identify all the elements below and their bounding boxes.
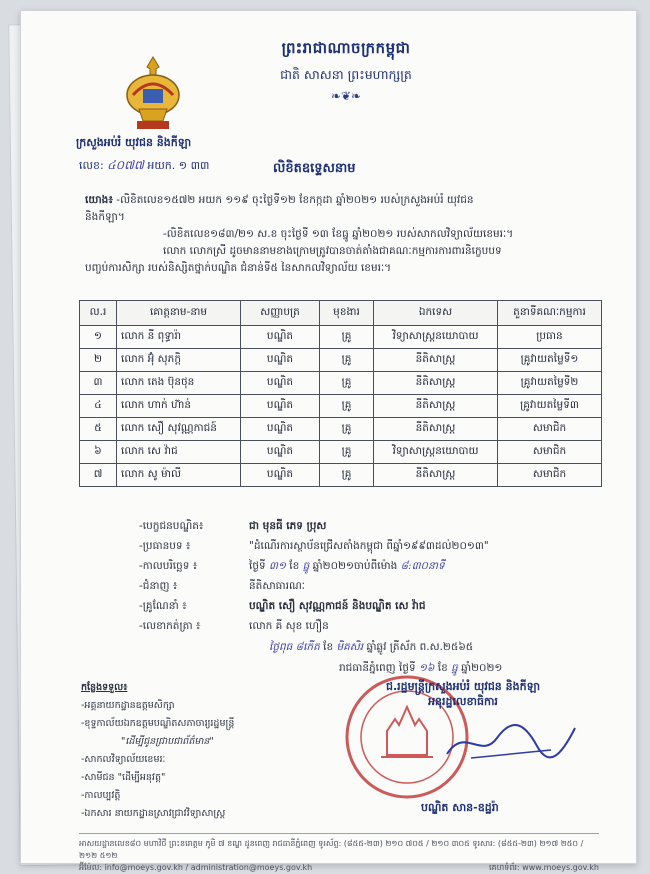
advisor-value: បណ្ឌិត សឿ សុវណ្ណកាជន៍ និងបណ្ឌិត សេ វ៉ាជ xyxy=(249,599,426,612)
cell-no: ៣ xyxy=(80,372,117,395)
cell-position: គ្រូ xyxy=(320,326,374,349)
cell-no: ៧ xyxy=(80,464,117,487)
signatory-line-2: អនុរដ្ឋលេខាធិការ xyxy=(428,695,498,708)
secretary-label: -លេខាកត់ត្រា ៖ xyxy=(139,619,201,632)
signatory-title xyxy=(343,679,583,709)
cell-specialty: វិទ្យាសាស្ត្រនយោបាយ xyxy=(374,326,498,349)
detail-secretary xyxy=(139,617,609,637)
cell-degree: បណ្ឌិត xyxy=(241,464,320,487)
recipient-item: -កាលប្បវត្តិ xyxy=(81,790,121,801)
lunar-month-handwritten: មិគសិរ xyxy=(336,641,364,653)
cell-specialty: នីតិសាស្ត្រ xyxy=(374,418,498,441)
reference-number xyxy=(79,157,209,175)
table-row xyxy=(80,372,602,395)
col-header-role: តួនាទីគណៈកម្មការ xyxy=(498,301,602,326)
ministry-name: ក្រសួងអប់រំ យុវជន និងកីឡា xyxy=(76,136,192,149)
recipient-item: -អគ្គនាយកដ្ឋានឧត្តមសិក្សា xyxy=(81,700,175,711)
table-row xyxy=(80,349,602,372)
cell-no: ៤ xyxy=(80,395,117,418)
greg-day-handwritten: ១៦ xyxy=(419,662,435,674)
field-value: នីតិសាធារណៈ xyxy=(249,579,306,592)
thesis-label: -ប្រធានបទ ៖ xyxy=(139,539,191,552)
reference-line-2: -លិខិតលេខ១៨៣/២១ ស.ខ ចុះថ្ងៃទី ១៣ ខែធ្នូ ឆ្នាំ២០២១ របស់សាកលវិទ្យាល័យខេមរៈ។ xyxy=(163,228,514,240)
table-row xyxy=(80,418,602,441)
cell-role: សមាជិក xyxy=(498,464,602,487)
cell-name: លោក ហាក់ ហ៊ាន់ xyxy=(117,395,241,418)
lunar-rest: ឆ្នាំឆ្លូវ ត្រីស័ក ព.ស.២៥៦៥ xyxy=(366,641,474,653)
thesis-value: "ដំណើរការស្ថាប័នជ្រើសតាំងកម្ពុជា ពីឆ្នាំ១៩៩៣ដល់២០១៣" xyxy=(249,539,489,552)
footer-email-label: អ៊ីម៉ែល: xyxy=(79,863,103,872)
cell-name: លោក នី ពុទ្ធារ៉ា xyxy=(117,326,241,349)
intro-line-1: លោក លោកស្រី ដូចមាននាមខាងក្រោមត្រូវបានចាត់តាំងជាគណៈកម្មការការពារនិក្ខេបបទ xyxy=(163,245,502,257)
ref-label: លេខ: xyxy=(79,159,104,172)
cell-name: លោក សឿ សុវណ្ណកាជន៍ xyxy=(117,418,241,441)
cell-role: គ្រូវាយតម្លៃទី៣ xyxy=(498,395,602,418)
recipient-item: -សាមីជន "ដើម្បីអនុវត្ត" xyxy=(81,772,166,783)
date-month-handwritten: ធ្នូ xyxy=(302,559,310,572)
date-time-handwritten: ៨:៣០នាទី xyxy=(400,559,445,572)
date-rest: ឆ្នាំ២០២១ចាប់ពីម៉ោង xyxy=(312,559,398,572)
cell-degree: បណ្ឌិត xyxy=(241,418,320,441)
detail-advisor xyxy=(139,597,609,617)
cell-degree: បណ្ឌិត xyxy=(241,441,320,464)
col-header-specialty: ឯកទេស xyxy=(374,301,498,326)
cell-position: គ្រូ xyxy=(320,372,374,395)
detail-thesis xyxy=(139,537,609,557)
detail-field xyxy=(139,577,609,597)
document-title: លិខិតឧទ្ទេសនាម xyxy=(273,161,356,176)
cell-name: លោក អ៊ុំ សុភក្តិ xyxy=(117,349,241,372)
cell-position: គ្រូ xyxy=(320,441,374,464)
references-block xyxy=(85,192,600,277)
date-day-handwritten: ៣១ xyxy=(269,559,286,572)
advisor-label: -គ្រូណែនាំ ៖ xyxy=(139,599,187,612)
greg-year: ឆ្នាំ២០២១ xyxy=(461,662,503,674)
kingdom-header xyxy=(231,39,461,103)
greg-month-label: ខែ xyxy=(437,662,448,674)
cell-name: លោក សេ វ៉ាជ xyxy=(117,441,241,464)
cell-no: ១ xyxy=(80,326,117,349)
table-row xyxy=(80,464,602,487)
cell-role: សមាជិក xyxy=(498,441,602,464)
secretary-value: លោក គី សុខ ហឿន xyxy=(249,619,329,632)
cell-role: សមាជិក xyxy=(498,418,602,441)
table-row xyxy=(80,326,602,349)
greg-prefix: រាជធានីភ្នំពេញ ថ្ងៃទី xyxy=(339,662,416,674)
cell-specialty: នីតិសាស្ត្រ xyxy=(374,349,498,372)
header-ornament: ❧❦❧ xyxy=(330,89,362,103)
table-row xyxy=(80,395,602,418)
greg-month-handwritten: ធ្នូ xyxy=(451,662,458,674)
national-motto: ជាតិ សាសនា ព្រះមហាក្សត្រ xyxy=(280,67,412,82)
signatory-line-1: ជ.រដ្ឋមន្ត្រីក្រសួងអប់រំ យុវជន និងកីឡា xyxy=(385,680,540,693)
col-header-name: គោត្តនាម-នាម xyxy=(117,301,241,326)
committee-table xyxy=(79,300,602,487)
cell-name: លោក សូ ម៉ាលី xyxy=(117,464,241,487)
recipient-item: -ខុទ្ទកាល័យឯកឧត្តមបណ្ឌិតសភាចារ្យរដ្ឋមន្ត្រី xyxy=(81,718,235,729)
reference-line-1: -លិខិតលេខ១៥៧២ អយក ១១៩ ចុះថ្ងៃទី១២ ខែកក្កដា ឆ្នាំ២០២១ របស់ក្រសួងអប់រំ យុវជន xyxy=(116,194,474,206)
date-prefix: ថ្ងៃទី xyxy=(249,559,266,572)
cell-position: គ្រូ xyxy=(320,464,374,487)
ref-handwritten-number: ៤០៧៧ xyxy=(107,158,144,172)
cell-position: គ្រូ xyxy=(320,418,374,441)
cell-no: ២ xyxy=(80,349,117,372)
recipient-item: "ដើម្បីជូនជ្រាបជាព័ត៌មាន" xyxy=(121,736,214,747)
cell-position: គ្រូ xyxy=(320,349,374,372)
cell-degree: បណ្ឌិត xyxy=(241,349,320,372)
intro-line-2: បញ្ចប់ការសិក្សា របស់និស្សិតថ្នាក់បណ្ឌិត ជំនាន់ទី៥ នៃសាកលវិទ្យាល័យ ខេមរៈ។ xyxy=(85,262,392,274)
ref-suffix: អយក. ១ ៣៣ xyxy=(147,159,210,172)
cell-specialty: នីតិសាស្ត្រ xyxy=(374,464,498,487)
cell-degree: បណ្ឌិត xyxy=(241,395,320,418)
detail-candidate xyxy=(139,517,609,537)
recipients-heading: កន្លែងទទួល៖ xyxy=(81,682,128,693)
kingdom-title: ព្រះរាជាណាចក្រកម្ពុជា xyxy=(281,39,411,57)
cell-role: គ្រូវាយតម្លៃទី១ xyxy=(498,349,602,372)
date-label: -កាលបរិច្ឆេទ ៖ xyxy=(139,559,198,572)
cell-degree: បណ្ឌិត xyxy=(241,372,320,395)
defense-details xyxy=(139,517,609,637)
date-month-label: ខែ xyxy=(289,559,300,572)
table-header-row xyxy=(80,301,602,326)
col-header-position: មុខងារ xyxy=(320,301,374,326)
candidate-label: -បេក្ខជនបណ្ឌិត៖ xyxy=(139,519,204,532)
footer-website: www.moeys.gov.kh xyxy=(522,863,599,872)
detail-date xyxy=(139,557,609,577)
lunar-day-handwritten: ថ្ងៃពុធ ៨កើត xyxy=(269,641,320,653)
references-label: យោង៖ xyxy=(85,194,113,206)
cell-specialty: វិទ្យាសាស្ត្រនយោបាយ xyxy=(374,441,498,464)
lunar-date xyxy=(269,641,473,656)
recipient-item: -សាកលវិទ្យាល័យខេមរៈ xyxy=(81,754,166,765)
recipients-block xyxy=(81,679,311,823)
cell-role: ប្រធាន xyxy=(498,326,602,349)
footer-email: info@moeys.gov.kh / administration@moeys.gov.kh xyxy=(104,863,313,872)
cell-name: លោក តេង ប៊ុនថុន xyxy=(117,372,241,395)
cell-position: គ្រូ xyxy=(320,395,374,418)
document-page xyxy=(20,10,637,872)
table-row xyxy=(80,441,602,464)
footer-web-label: គេហទំព័រ: xyxy=(489,863,520,872)
handwritten-signature-icon xyxy=(441,716,581,766)
page-footer xyxy=(79,833,599,874)
cell-degree: បណ្ឌិត xyxy=(241,326,320,349)
ministry-emblem-icon xyxy=(119,51,187,137)
footer-address: អាសយដ្ឋានលេខ៨០ មហាវិថី ព្រះនរោត្តម ភូមិ ៧ ខណ្ឌ ដូនពេញ រាជធានីភ្នំពេញ ទូរស័ព្ទ: (៨៥៥-២៣) ២១០ ៧០៥ / ២១០ ៣០៥ ទូរសារ: (៨៥៥-២៣) ២១៧ ២៥០ / ២១២ ៥១២ xyxy=(79,839,584,860)
cell-role: គ្រូវាយតម្លៃទី២ xyxy=(498,372,602,395)
field-label: -ជំនាញ ៖ xyxy=(139,579,178,592)
signer-name: បណ្ឌិត សាន-ឧដ្ឋរ៉ា xyxy=(421,801,499,814)
candidate-value: ជា មុនធី ភេទ ប្រុស xyxy=(249,519,327,532)
recipient-item: -ឯកសារ នាយកដ្ឋានស្រាវជ្រាវវិទ្យាសាស្ត្រ xyxy=(81,808,226,819)
col-header-degree: សញ្ញាបត្រ xyxy=(241,301,320,326)
cell-specialty: នីតិសាស្ត្រ xyxy=(374,395,498,418)
reference-line-1b: និងកីឡា។ xyxy=(85,211,125,223)
lunar-month-label: ខែ xyxy=(323,641,334,653)
cell-specialty: នីតិសាស្ត្រ xyxy=(374,372,498,395)
col-header-no: ល.រ xyxy=(80,301,117,326)
cell-no: ៥ xyxy=(80,418,117,441)
cell-no: ៦ xyxy=(80,441,117,464)
